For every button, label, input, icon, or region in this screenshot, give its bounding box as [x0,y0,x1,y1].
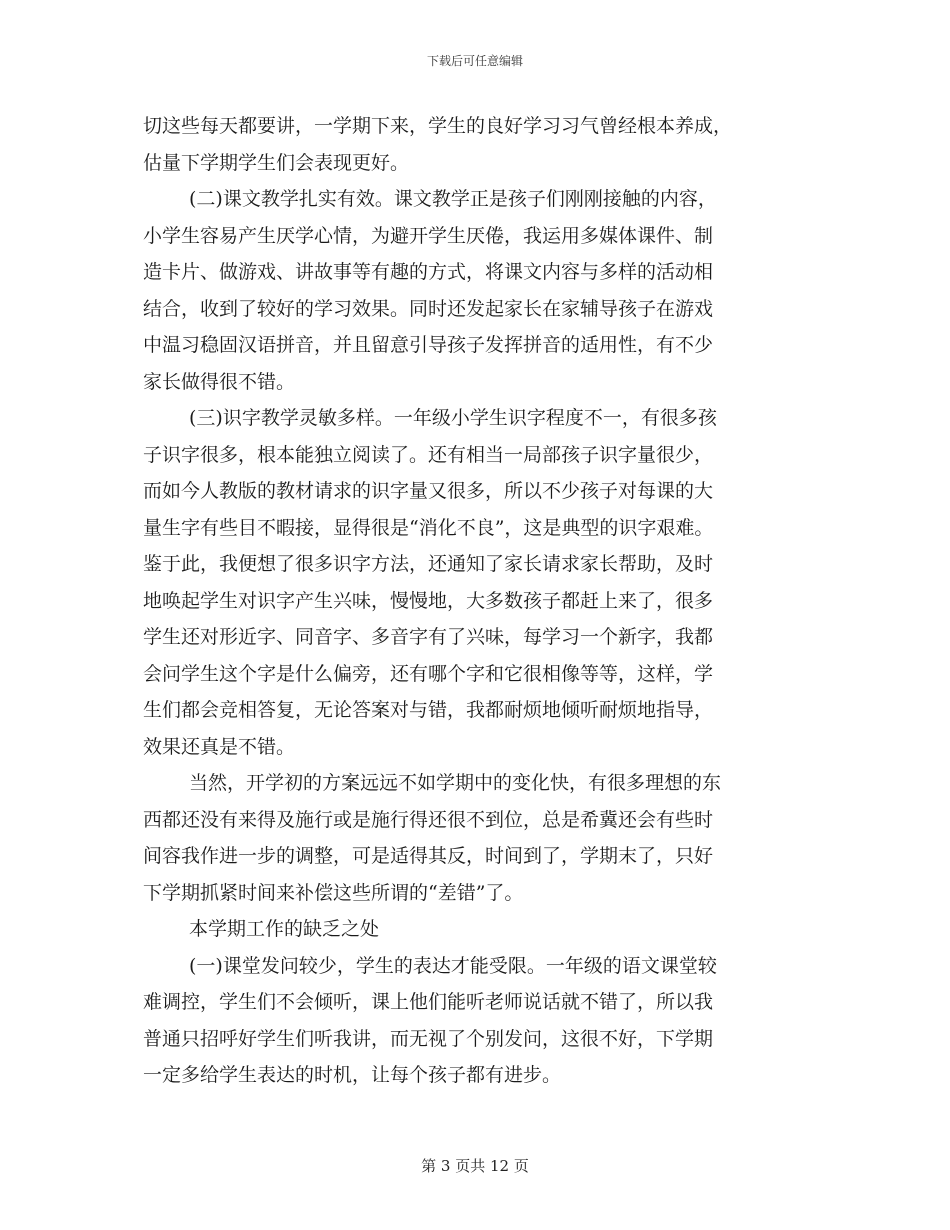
text-line: 家长做得很不错。 [143,370,296,393]
text-line: 间容我作进一步的调整，可是适得其反，时间到了，学期末了，只好 [143,845,714,867]
page-footer: 第 3 页共 12 页 [421,1157,529,1175]
text-line: 会问学生这个字是什么偏旁，还有哪个字和它很相像等等，这样，学 [143,662,714,685]
text-line: 造卡片、做游戏、讲故事等有趣的方式，将课文内容与多样的活动相 [143,261,714,283]
text-line: (三)识字教学灵敏多样。一年级小学生识字程度不一，有很多孩 [189,407,717,429]
text-line: 估量下学期学生们会表现更好。 [143,151,410,174]
text-line: 小学生容易产生厌学心情，为避开学生厌倦，我运用多媒体课件、制 [143,224,714,247]
text-line: 中温习稳固汉语拼音，并且留意引导孩子发挥拼音的适用性，有不少 [143,334,714,356]
text-line: 一定多给学生表达的时机，让每个孩子都有进步。 [143,1064,562,1086]
text-line: 量生字有些目不暇接，显得很是“消化不良”，这是典型的识字艰难。 [143,516,714,539]
text-line: 普通只招呼好学生们听我讲，而无视了个别发问，这很不好，下学期 [143,1027,714,1050]
text-line: 子识字很多，根本能独立阅读了。还有相当一局部孩子识字量很少， [143,443,714,466]
text-line: 本学期工作的缺乏之处 [189,918,380,940]
document-body [143,108,813,1094]
text-line: 生们都会竞相答复，无论答案对与错，我都耐烦地倾听耐烦地指导， [143,699,714,721]
text-line: (二)课文教学扎实有效。课文教学正是孩子们刚刚接触的内容， [189,188,717,210]
page-header: 下载后可任意编辑 [426,54,523,68]
text-line: 学生还对形近字、同音字、多音字有了兴味，每学习一个新字，我都 [143,626,714,648]
text-line: 下学期抓紧时间来补偿这些所谓的“差错”了。 [143,881,524,904]
text-line: 鉴于此，我便想了很多识字方法，还通知了家长请求家长帮助，及时 [143,553,714,575]
text-line: 地唤起学生对识字产生兴味，慢慢地，大多数孩子都赶上来了，很多 [143,589,714,612]
text-line: 当然，开学初的方案远远不如学期中的变化快，有很多理想的东 [189,772,722,794]
text-line: 效果还真是不错。 [143,735,296,758]
text-line: 难调控，学生们不会倾听，课上他们能听老师说话就不错了，所以我 [143,991,714,1013]
text-line: 西都还没有来得及施行或是施行得还很不到位，总是希冀还会有些时 [143,808,714,831]
text-line: 切这些每天都要讲，一学期下来，学生的良好学习习气曾经根本养成， [143,115,733,137]
text-line: 而如今人教版的教材请求的识字量又很多，所以不少孩子对每课的大 [143,480,714,502]
text-line: (一)课堂发问较少，学生的表达才能受限。一年级的语文课堂较 [189,954,717,977]
text-line: 结合，收到了较好的学习效果。同时还发起家长在家辅导孩子在游戏 [143,297,714,320]
